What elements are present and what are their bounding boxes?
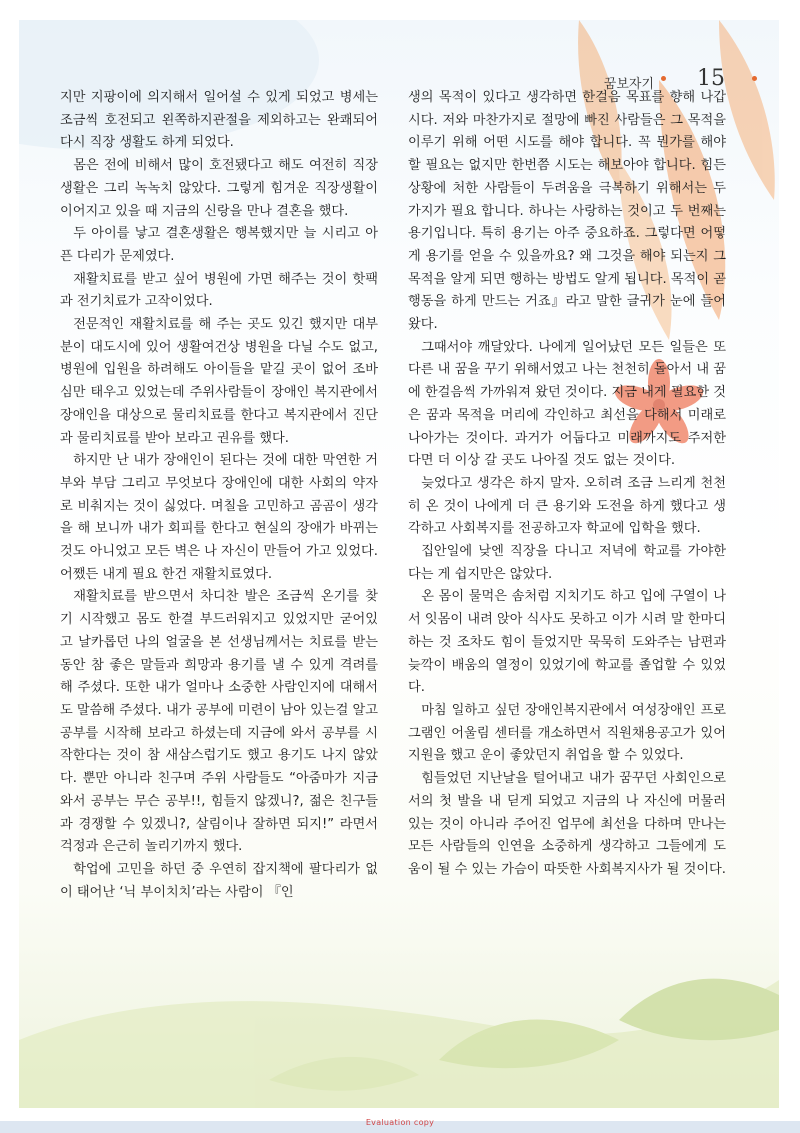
left-text-column	[60, 87, 378, 904]
paragraph: 생의 목적이 있다고 생각하면 한걸음 목표를 향해 나갑시다. 저와 마찬가지로 절망에 빠진 사람들은 그 목적을 이루기 위해 어떤 시도를 해야 합니다. 꼭 뭔가를 해야 할 필요는 없지만 한번쯤 시도는 해보아야 합니다. 힘든 상황에 처한 사람들이 두려움을 극복하기 위해서는 두 가지가 필요 합니다. 하나는 사랑하는 것이고 두 번째는 용기입니다. 특히 용기는 아주 중요하죠. 그렇다면 어떻게 용기를 얻을 수 있을까요? 왜 그것을 해야 되는지 그 목적을 알게 되면 행하는 방법도 알게 됩니다. 목적이 곧 행동을 하게 만드는 거죠』라고 말한 글귀가 눈에 들어 왔다.	[408, 90, 726, 333]
right-text-column	[408, 87, 726, 882]
paragraph: 하지만 난 내가 장애인이 된다는 것에 대한 막연한 거부와 부담 그리고 무엇보다 장애인에 대한 사회의 약자로 비춰지는 것이 싫었다. 며칠을 고민하고 곰곰이 생각을 해 보니까 내가 회피를 한다고 현실의 장애가 바뀌는 것도 아니었고 모든 벽은 나 자신이 만들어 가고 있었다. 어쨌든 내게 필요 한건 재활치료였다.	[60, 453, 378, 582]
paragraph: 늦었다고 생각은 하지 말자. 오히려 조금 느리게 천천히 온 것이 나에게 더 큰 용기와 도전을 하게 했다고 생각하고 사회복지를 전공하고자 학교에 입학을 했다.	[408, 475, 726, 537]
paragraph: 재활치료를 받고 싶어 병원에 가면 해주는 것이 핫팩과 전기치료가 고작이었다.	[60, 271, 378, 310]
paragraph: 두 아이를 낳고 결혼생활은 행복했지만 늘 시리고 아픈 다리가 문제였다.	[60, 226, 378, 264]
paragraph: 온 몸이 물먹은 솜처럼 지치기도 하고 입에 구열이 나서 잇몸이 내려 앉아 식사도 못하고 이가 시려 말 한마디 하는 것 조차도 힘이 들었지만 묵묵히 도와주는 남편과 늦깍이 배움의 열정이 있었기에 학교를 졸업할 수 있었다.	[408, 589, 726, 696]
bullet-icon	[752, 76, 757, 81]
paragraph: 그때서야 깨달았다. 나에게 일어났던 모든 일들은 또 다른 내 꿈을 꾸기 위해서였고 나는 천천히 돌아서 내 꿈에 한걸음씩 가까워져 왔던 것이다. 지금 내게 필요한 것은 꿈과 목적을 머리에 각인하고 최선을 다해서 미래로 나아가는 것이다. 과거가 어둡다고 미래까지도 주저한다면 더 이상 갈 곳도 나아질 것도 없는 것이다.	[408, 339, 726, 469]
paragraph: 지만 지팡이에 의지해서 일어설 수 있게 되었고 병세는 조금씩 호전되고 왼쪽하지관절을 제외하고는 완쾌되어 다시 직장 생활도 하게 되었다.	[60, 90, 378, 151]
bullet-icon	[661, 76, 666, 81]
leaf-border-decoration	[19, 979, 779, 1108]
paragraph: 재활치료를 받으면서 차디찬 발은 조금씩 온기를 찾기 시작했고 몸도 한결 부드러워지고 있었지만 굳어있고 날카롭던 나의 얼굴을 본 선생님께서는 치료를 받는 동안 참 좋은 말들과 희망과 용기를 낼 수 있게 격려를 해 주셨다. 또한 내가 얼마나 소중한 사람인지에 대해서도 말씀해 주셨다. 내가 공부에 미련이 남아 있는걸 알고 공부를 시작해 보라고 하셨는데 지금에 와서 공부를 시작한다는 것이 참 새삼스럽기도 했고 용기도 나지 않았다. 뿐만 아니라 친구며 주위 사람들도 “아줌마가 지금 와서 공부는 무슨 공부!!, 힘들지 않겠니?, 젊은 친구들과 경쟁할 수 있겠니?, 살림이나 잘하면 되지!” 라면서 걱정과 은근히 놀리기까지 했다.	[60, 589, 378, 855]
paragraph: 힘들었던 지난날을 털어내고 내가 꿈꾸던 사회인으로서의 첫 발을 내 딛게 되었고 지금의 나 자신에 머물러 있는 것이 아니라 주어진 업무에 최선을 다하며 만나는 모든 사람들의 인연을 소중하게 생각하고 그들에게 도움이 될 수 있는 가슴이 따뜻한 사회복지사가 될 것이다.	[408, 771, 726, 877]
paragraph: 전문적인 재활치료를 해 주는 곳도 있긴 했지만 대부분이 대도시에 있어 생활여건상 병원을 다닐 수도 없고, 병원에 입원을 하려해도 아이들을 맡길 곳이 없어 조바심만 태우고 있었는데 주위사람들이 장애인 복지관에서 장애인을 대상으로 물리치료를 한다고 복지관에서 진단과 물리치료를 받아 보라고 권유를 했다.	[60, 317, 378, 446]
section-title: 꿈보자기	[603, 77, 654, 92]
evaluation-watermark: Evaluation copy	[365, 1118, 435, 1127]
paragraph: 마침 일하고 싶던 장애인복지관에서 여성장애인 프로그램인 어울림 센터를 개소하면서 직원채용공고가 있어 지원을 했고 운이 좋았던지 취업을 할 수 있었다.	[408, 702, 726, 764]
paragraph: 몸은 전에 비해서 많이 호전됐다고 해도 여전히 직장생활은 그리 녹녹치 않았다. 그렇게 힘겨운 직장생활이 이어지고 있을 때 지금의 신랑을 만나 결혼을 했다.	[60, 158, 378, 219]
paragraph: 학업에 고민을 하던 중 우연히 잡지책에 팔다리가 없이 태어난 ‘닉 부이치치’라는 사람이 『인	[60, 861, 378, 900]
paragraph: 집안일에 낮엔 직장을 다니고 저녁에 학교를 가야한다는 게 쉽지만은 않았다.	[408, 544, 726, 582]
page-number: 15	[697, 66, 725, 91]
